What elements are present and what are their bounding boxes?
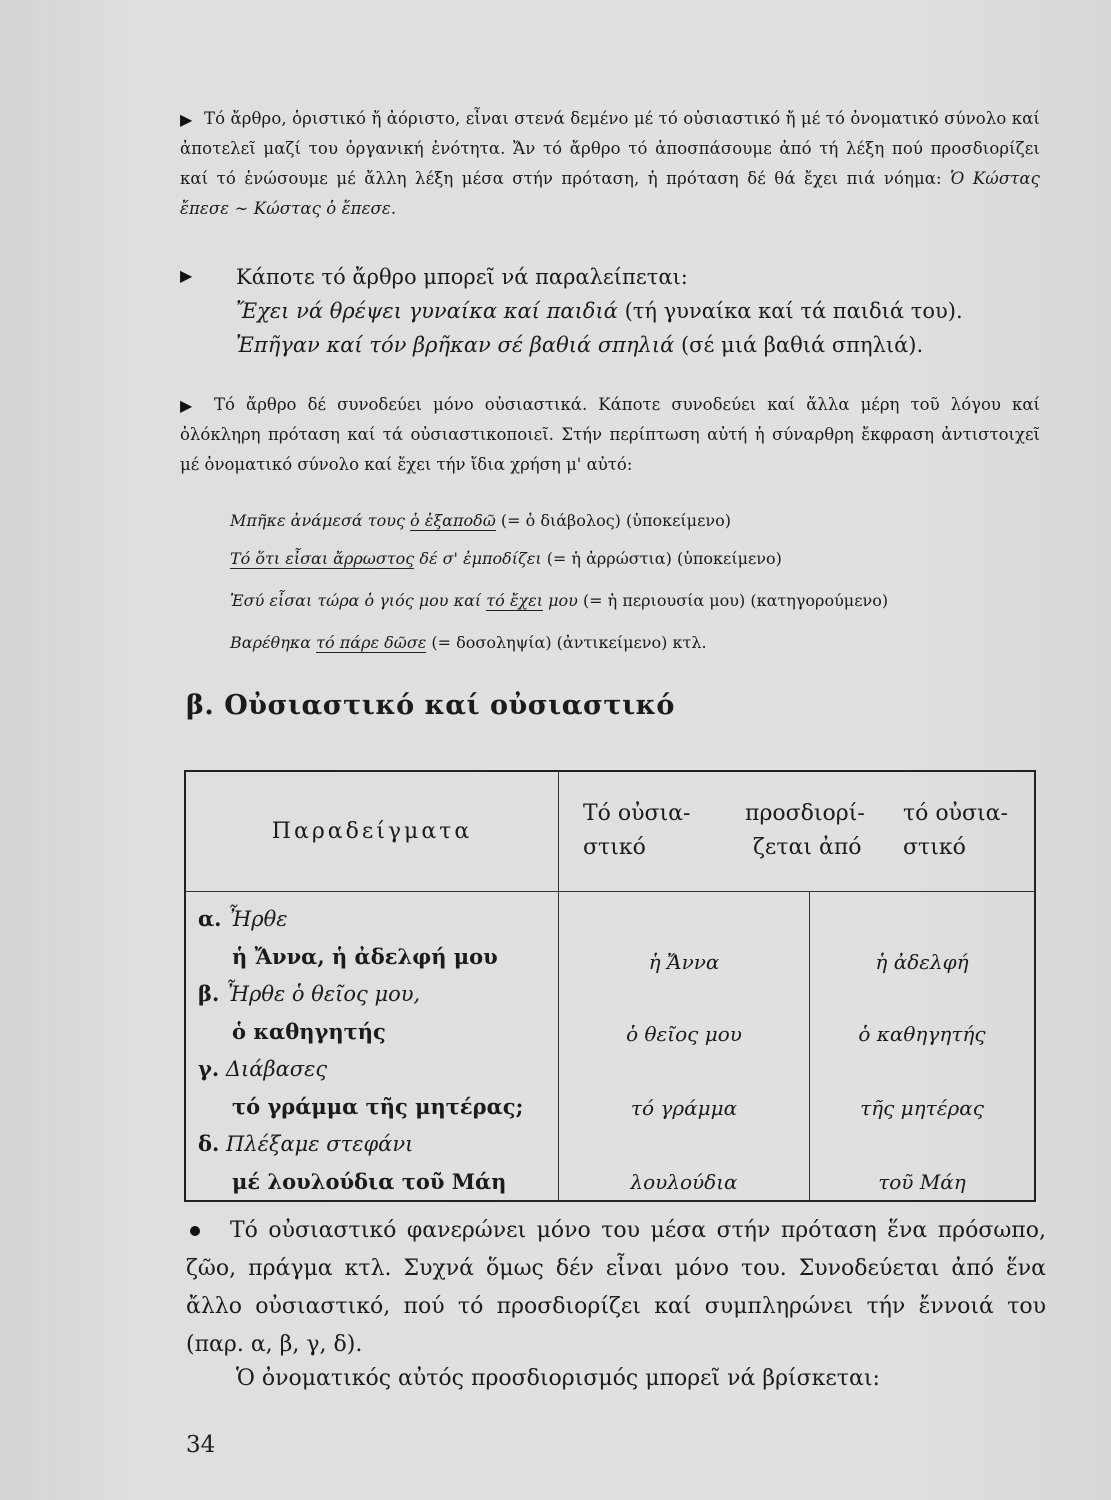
example-underlined: τό πάρε δῶσε <box>316 633 427 652</box>
bullet-arrow-icon: ▶ <box>180 396 193 415</box>
row-line1: Ἦρθε ὁ θεῖος μου, <box>225 981 421 1006</box>
noun-column <box>559 891 810 1201</box>
table-header-row <box>185 771 1035 891</box>
header-modified-a: προσδιορί- <box>745 801 865 827</box>
bullet-arrow-icon: ▶ <box>180 266 193 285</box>
omission-paragraph <box>236 260 1056 362</box>
omission-example-2: Ἐπῆγαν καί τόν βρῆκαν σέ βαθιά σπηλιά <box>236 333 675 357</box>
modifier-cell: τῆς μητέρας <box>860 1095 984 1120</box>
table-body-row <box>185 891 1035 1201</box>
page-number: 34 <box>186 1432 216 1458</box>
omission-example-1: Ἔχει νά θρέψει γυναίκα καί παιδιά <box>236 299 618 323</box>
example-underlined: Τό ὅτι εἶσαι ἄρρωστος <box>230 549 415 568</box>
row-line1: Ἦρθε <box>228 906 288 931</box>
header-noun-a: Τό οὐσια- <box>583 801 691 827</box>
article-paragraph-text: Τό ἄρθρο δέ συνοδεύει μόνο οὐσιαστικά. Κάποτε συνοδεύει καί ἄλλα μέρη τοῦ λόγου καί ὁλόκληρη πρόταση καί τά οὐσιαστικοποιεῖ. Στήν περίπτωση αὐτή ἡ σύναρθρη ἔκφραση ἀντιστοιχεῖ μέ ὀνοματικό σύνολο καί ἔχει τήν ἴδια χρήση μ' αὐτό: <box>180 395 1040 474</box>
row-line2: ὁ καθηγητής <box>232 1018 386 1044</box>
example-suffix: δέ σ' ἐμποδίζει <box>419 549 542 568</box>
row-line2: τό γράμμα τῆς μητέρας; <box>232 1093 524 1119</box>
example-gloss: (= ἡ ἀρρώστια) (ὑποκείμενο) <box>546 549 782 568</box>
header-examples: Παραδείγματα <box>185 771 559 891</box>
example-prefix: Ἐσύ εἶσαι τώρα ὁ γιός μου καί <box>230 591 482 610</box>
noun-cell: ὁ θεῖος μου <box>626 1021 742 1046</box>
noun-paragraph <box>186 1212 1046 1364</box>
example-line <box>230 632 707 654</box>
intro-paragraph-text: Τό ἄρθρο, ὁριστικό ἤ ἀόριστο, εἶναι στενά δεμένο μέ τό οὐσιαστικό ἤ μέ τό ὀνοματικό σύνολο καί ἀποτελεῖ μαζί του ὀργανική ἑνότητα. Ἄν τό ἄρθρο τό ἀποσπάσουμε ἀπό τή λέξη πού προσδιορίζει καί τό ἑνώσουμε μέ ἄλλη λέξη μέσα στήν πρόταση, ἡ πρόταση δέ θά ἔχει πιά νόημα: <box>180 109 1040 188</box>
row-label: α. <box>198 905 222 931</box>
row-line1: Πλέξαμε στεφάνι <box>226 1131 414 1156</box>
header-modifier-a: τό οὐσια- <box>903 801 1008 827</box>
noun-paragraph-text: Τό οὐσιαστικό φανερώνει μόνο του μέσα στήν πρόταση ἕνα πρόσωπο, ζῶο, πράγμα κτλ. Συχνά ὅμως δέν εἶναι μόνο του. Συνοδεύεται ἀπό ἕνα ἄλλο οὐσιαστικό, πού τό προσδιορίζει καί συμπληρώνει τήν ἔννοιά του (παρ. α, β, γ, δ). <box>186 1218 1046 1357</box>
noun-cell: ἡ Ἄννα <box>648 949 720 974</box>
example-line <box>230 548 782 570</box>
modifier-cell: τοῦ Μάη <box>878 1169 966 1194</box>
row-label: γ. <box>198 1055 220 1081</box>
omission-heading: Κάποτε τό ἄρθρο μπορεῖ νά παραλείπεται: <box>236 265 688 289</box>
examples-table <box>184 770 1036 1202</box>
omission-example-2-gloss: (σέ μιά βαθιά σπηλιά). <box>680 333 924 357</box>
example-line <box>230 510 731 532</box>
header-noun-b: στικό <box>583 835 646 861</box>
header-modified-b: ζεται ἀπό <box>753 835 862 861</box>
examples-cell <box>185 891 559 1201</box>
modifier-cell: ὁ καθηγητής <box>858 1021 986 1046</box>
omission-example-1-gloss: (τή γυναίκα καί τά παιδιά του). <box>624 299 963 323</box>
article-paragraph <box>180 390 1040 480</box>
noun-cell: λουλούδια <box>630 1169 738 1194</box>
header-columns <box>559 771 1036 891</box>
row-line2: μέ λουλούδια τοῦ Μάη <box>232 1168 507 1194</box>
modifier-cell: ἡ ἀδελφή <box>875 949 969 974</box>
row-line2: ἡ Ἄννα, ἡ ἀδελφή μου <box>232 943 498 969</box>
modifier-column <box>810 891 1036 1201</box>
example-underlined: τό ἔχει <box>486 591 543 610</box>
example-suffix: μου <box>548 591 578 610</box>
row-line1: Διάβασες <box>225 1056 328 1081</box>
header-modifier-b: στικό <box>903 835 966 861</box>
section-title: β. Οὐσιαστικό καί οὐσιαστικό <box>186 690 675 721</box>
intro-paragraph <box>180 104 1040 224</box>
noun-cell: τό γράμμα <box>630 1095 738 1120</box>
example-gloss: (= δοσοληψία) (ἀντικείμενο) κτλ. <box>431 633 707 652</box>
example-prefix: Βαρέθηκα <box>230 633 312 652</box>
intro-example: Ὁ Κώστας ἔπεσε ∼ Κώστας ὁ ἔπεσε. <box>180 169 1040 218</box>
bullet-arrow-icon: ▶ <box>180 110 193 129</box>
closing-line: Ὁ ὀνοματικός αὐτός προσδιορισμός μπορεῖ νά βρίσκεται: <box>236 1366 880 1391</box>
example-prefix: Μπῆκε ἀνάμεσά τους <box>230 511 405 530</box>
example-underlined: ὁ ἐξαποδῶ <box>410 511 496 530</box>
row-label: β. <box>198 980 220 1006</box>
bullet-dot-icon <box>190 1226 200 1236</box>
row-label: δ. <box>198 1130 220 1156</box>
example-gloss: (= ὁ διάβολος) (ὑποκείμενο) <box>500 511 731 530</box>
example-line <box>230 590 888 612</box>
example-gloss: (= ἡ περιουσία μου) (κατηγορούμενο) <box>582 591 889 610</box>
